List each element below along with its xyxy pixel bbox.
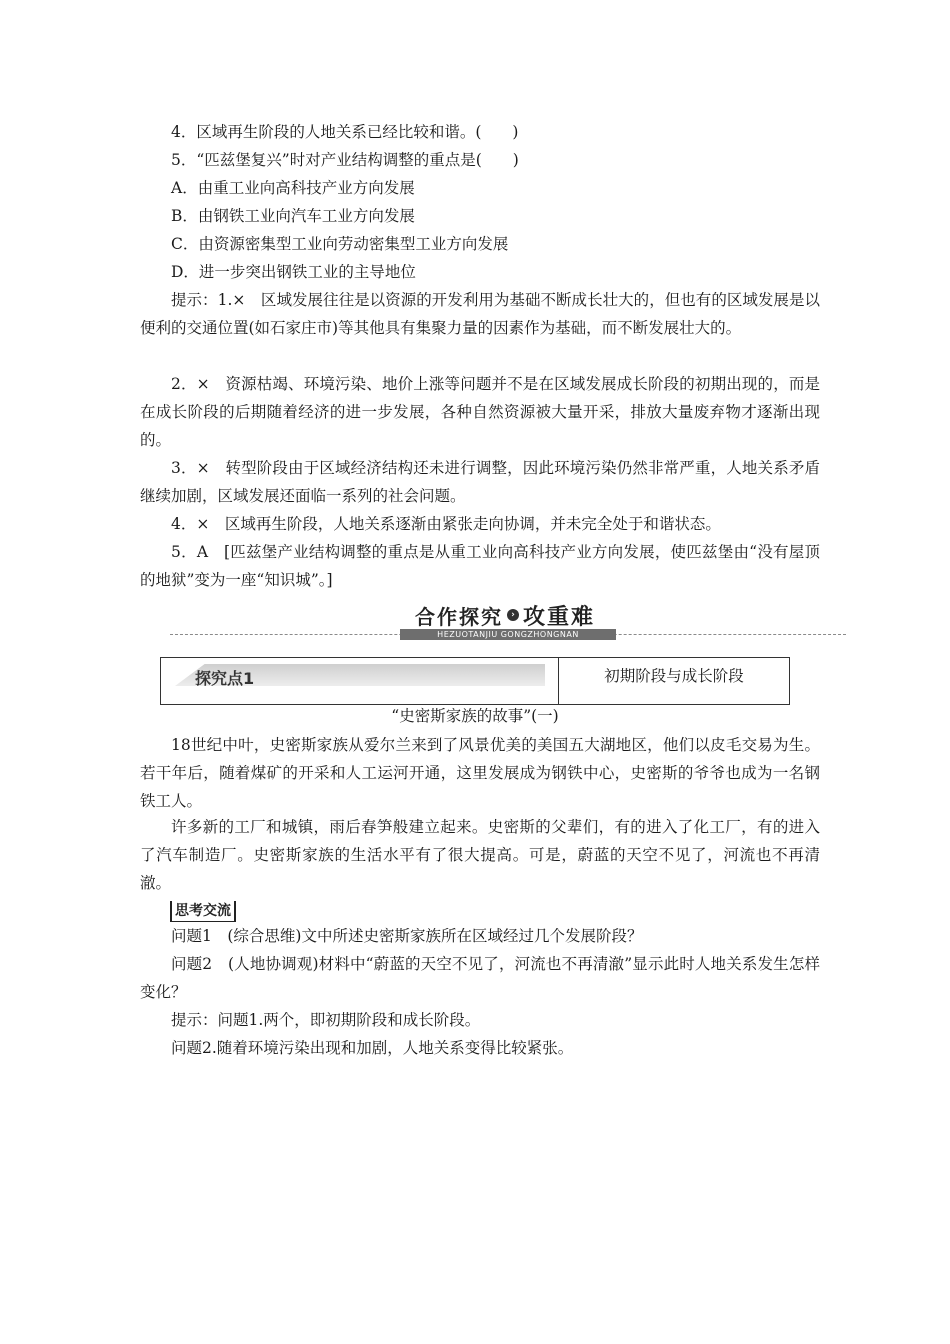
discussion-tag: 思考交流 (170, 901, 236, 922)
question-4: 4．区域再生阶段的人地关系已经比较和谐。( ) (171, 123, 519, 141)
chevron-right-icon: › (507, 609, 519, 621)
story-paragraph-1: 18世纪中叶，史密斯家族从爱尔兰来到了风景优美的美国五大湖地区，他们以皮毛交易为生。若干年后，随着煤矿的开采和人工运河开通，这里发展成为钢铁中心，史密斯的爷爷也成为一名钢铁工人。 (140, 736, 820, 810)
banner-title-emphasis: 攻重难 (523, 604, 596, 630)
question-5: 5．“匹兹堡复兴”时对产业结构调整的重点是( ) (171, 151, 519, 169)
discussion-question-2: 问题2 (人地协调观)材料中“蔚蓝的天空不见了，河流也不再清澈”显示此时人地关系发生怎样变化？ (140, 955, 820, 1001)
discussion-answer-2: 问题2.随着环境污染出现和加剧，人地关系变得比较紧张。 (171, 1039, 574, 1057)
explore-point-header (160, 657, 790, 705)
hint-answer-1: 提示：1.× 区域发展往往是以资源的开发利用为基础不断成长壮大的，但也有的区域发展是以便利的交通位置(如石家庄市)等其他具有集聚力量的因素作为基础，而不断发展壮大的。 (140, 291, 820, 337)
explore-point-topic: 初期阶段与成长阶段 (604, 667, 744, 685)
discussion-answer-1: 提示：问题1.两个，即初期阶段和成长阶段。 (171, 1011, 481, 1029)
section-banner (170, 602, 846, 644)
discussion-question-1: 问题1 (综合思维)文中所述史密斯家族所在区域经过几个发展阶段？ (171, 927, 643, 945)
story-paragraph-2: 许多新的工厂和城镇，雨后春笋般建立起来。史密斯的父辈们，有的进入了化工厂，有的进入了汽车制造厂。史密斯家族的生活水平有了很大提高。可是，蔚蓝的天空不见了，河流也不再清澈。 (140, 818, 820, 892)
story-title: “史密斯家族的故事”(一) (391, 707, 559, 725)
banner-subtitle: HEZUOTANJIU GONGZHONGNAN (400, 629, 616, 640)
option-a: A．由重工业向高科技产业方向发展 (171, 179, 415, 197)
banner-title-main: 合作探究 (415, 604, 503, 629)
option-c: C．由资源密集型工业向劳动密集型工业方向发展 (171, 235, 509, 253)
option-d: D．进一步突出钢铁工业的主导地位 (171, 263, 416, 281)
banner-title (415, 602, 595, 628)
explore-point-label: 探究点1 (195, 669, 255, 688)
hint-answer-4: 4．× 区域再生阶段，人地关系逐渐由紧张走向协调，并未完全处于和谐状态。 (171, 515, 721, 533)
hint-answer-2: 2．× 资源枯竭、环境污染、地价上涨等问题并不是在区域发展成长阶段的初期出现的，而是在成长阶段的后期随着经济的进一步发展，各种自然资源被大量开采，排放大量废弃物才逐渐出现的。 (140, 375, 820, 449)
option-b: B．由钢铁工业向汽车工业方向发展 (171, 207, 415, 225)
explore-point-label-cell (161, 658, 559, 704)
hint-answer-3: 3．× 转型阶段由于区域经济结构还未进行调整，因此环境污染仍然非常严重，人地关系矛盾继续加剧，区域发展还面临一系列的社会问题。 (140, 459, 820, 505)
hint-answer-5: 5．A [匹兹堡产业结构调整的重点是从重工业向高科技产业方向发展，使匹兹堡由“没有屋顶的地狱”变为一座“知识城”。] (140, 543, 820, 589)
